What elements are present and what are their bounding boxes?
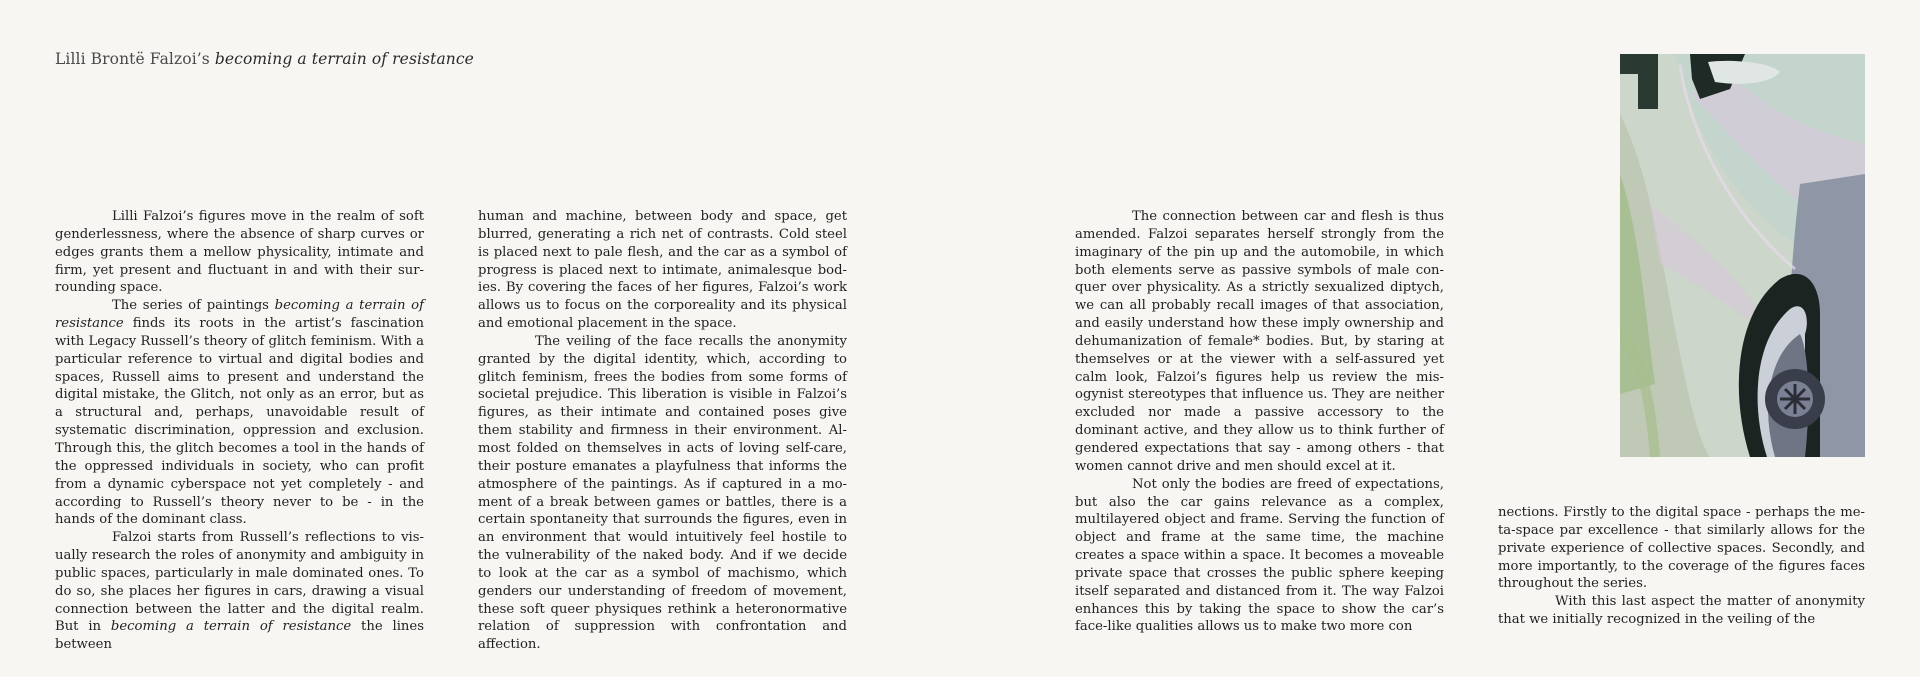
paragraph: Not only the bodies are freed of expectations, but also the car gains relevance as a complex, multilayered object and frame. Serving the function of object and frame at the same time, the machine creates a space within a space. It becomes a moveable private space that crosses the public sphere keeping itself separated and distanced from it. The way Falzoi enhances this by taking the space to show the car’s face-like qualities allows us to make two more con bbox=[1075, 476, 1444, 635]
running-header bbox=[55, 50, 474, 68]
paragraph: The connection between car and flesh is thus amended. Falzoi separates herself strongly from the imaginary of the pin up and the automobile, in which both elements serve as passive symbols of male conquer over physicality. As a strictly sexualized diptych, we can all probably recall images of that association, and easily understand how these imply ownership and dehumanization of female* bodies. But, by staring at themselves or at the viewer with a self-assured yet calm look, Falzoi’s figures help us review the misogynist stereotypes that influence us. They are neither excluded nor made a passive accessory to the dominant active, and they allow us to think further of gendered expectations that say - among others - that women cannot drive and men should excel at it. bbox=[1075, 209, 1444, 474]
header-title: becoming a terrain of resistance bbox=[214, 50, 474, 68]
text-column-1 bbox=[55, 208, 424, 654]
paragraph: nections. Firstly to the digital space - perhaps the meta-space par excellence - that similarly allows for the private experience of collective spaces. Secondly, and more importantly, to the coverage of the figures faces throughout the series. bbox=[1498, 505, 1865, 592]
paragraph bbox=[55, 297, 424, 529]
painting-image bbox=[1620, 54, 1865, 457]
paragraph-text: Falzoi starts from Russell’s reflections to visually research the roles of anonymity and ambiguity in public spaces, particularly in male dominated ones. To do so, she places her figures in cars, drawing a visual connection between the latter and the digital realm. But in bbox=[55, 530, 424, 635]
paragraph: With this last aspect the matter of anonymity that we initially recognized in the veiling of the bbox=[1498, 594, 1865, 628]
text-column-4 bbox=[1498, 504, 1865, 629]
text-column-2 bbox=[478, 208, 847, 654]
paragraph: The veiling of the face recalls the anonymity granted by the digital identity, which, according to glitch feminism, frees the bodies from some forms of societal prejudice. This liberation is visible in Falzoi’s figures, as their intimate and contained poses give them stability and firmness in their environment. Almost folded on themselves in acts of loving self-care, their posture emanates a playfulness that informs the atmosphere of the paintings. As if captured in a moment of a break between games or battles, there is a certain spontaneity that surrounds the figures, even in an environment that would intuitively feel hostile to the vulnerability of the naked body. And if we decide to look at the car as a symbol of machismo, which genders our understanding of freedom of movement, these soft queer physiques rethink a heteronormative relation of suppression with confrontation and affection. bbox=[478, 333, 847, 653]
series-title: becoming a terrain of resistance bbox=[110, 619, 352, 635]
series-title: becoming a terrain of resistance bbox=[55, 298, 424, 332]
paragraph-text: finds its roots in the artist’s fascination with Legacy Russell’s theory of glitch feminism. With a particular reference to virtual and digital bodies and spaces, Russell aims to present and understand the digital mistake, the Glitch, not only as an error, but as a structural and, perhaps, unavoidable result of systematic discrimination, oppression and exclusion. Through this, the glitch becomes a tool in the hands of the oppressed individuals in society, who can profit from a dynamic cyberspace not yet completely - and according to Russell’s theory never to be - in the hands of the dominant class. bbox=[55, 316, 424, 528]
paragraph-text: The series of paintings bbox=[112, 298, 275, 314]
header-author: Lilli Brontë Falzoi’s bbox=[55, 50, 210, 68]
paragraph-text: the lines between bbox=[55, 619, 424, 653]
paragraph: human and machine, between body and space, get blurred, generating a rich net of contrasts. Cold steel is placed next to pale flesh, and the car as a symbol of progress is placed next to intimate, animalesque bodies. By covering the faces of her figures, Falzoi’s work allows us to focus on the corporeality and its physical and emotional placement in the space. bbox=[478, 209, 847, 332]
paragraph bbox=[55, 529, 424, 654]
text-column-3 bbox=[1075, 208, 1444, 636]
paragraph: Lilli Falzoi’s figures move in the realm of soft genderlessness, where the absence of sharp curves or edges grants them a mellow physicality, intimate and firm, yet present and fluctuant in and with their surrounding space. bbox=[55, 209, 424, 296]
